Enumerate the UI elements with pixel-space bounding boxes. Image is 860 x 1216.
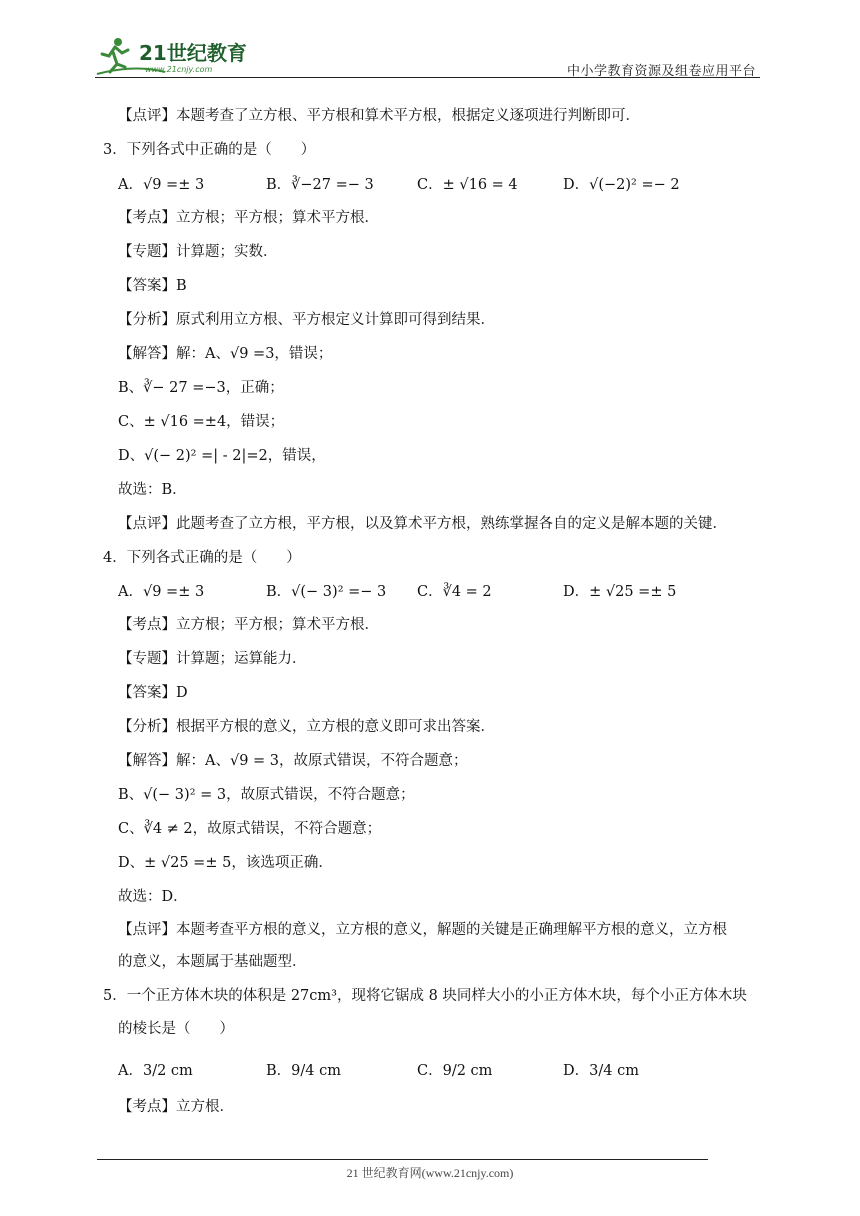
q3-kaodian: 【考点】立方根；平方根；算术平方根． xyxy=(118,210,379,226)
q4-conclusion: 故选：D． xyxy=(118,889,188,905)
q4-option-b: B．√(− 3)² =− 3 xyxy=(266,584,387,600)
q4-option-c: C．∛4 = 2 xyxy=(417,584,492,600)
q4-zhuanti: 【专题】计算题；运算能力． xyxy=(118,651,307,667)
q3-fenxi: 【分析】原式利用立方根、平方根定义计算即可得到结果． xyxy=(118,312,495,328)
header-divider xyxy=(95,77,760,78)
q5-option-a: A．3/2 cm xyxy=(118,1063,193,1079)
q4-step-c: C、∛4 ≠ 2，故原式错误，不符合题意； xyxy=(118,821,382,837)
q4-answer: 【答案】D xyxy=(118,685,188,701)
q3-step-b: B、∛− 27 =−3，正确； xyxy=(118,380,284,396)
q4-jieda: 【解答】解：A、√9 = 3，故原式错误，不符合题意； xyxy=(118,753,468,769)
q3-zhuanti: 【专题】计算题；实数． xyxy=(118,244,278,260)
logo-21cnjy xyxy=(95,34,265,76)
logo-text: 21世纪教育 xyxy=(139,41,247,65)
q3-conclusion: 故选：B． xyxy=(118,482,187,498)
q5-option-b: B．9/4 cm xyxy=(266,1063,341,1079)
logo-url: www.21cnjy.com xyxy=(145,65,213,74)
question-5-stem-1: 5．一个正方体木块的体积是 27cm³，现将它锯成 8 块同样大小的小正方体木块，每个小正方体木块 xyxy=(103,988,747,1004)
q3-option-c: C．± √16 = 4 xyxy=(417,177,518,193)
platform-name: 中小学教育资源及组卷应用平台 xyxy=(566,64,756,79)
q3-option-b: B．∛−27 =− 3 xyxy=(266,177,374,193)
q4-option-d: D．± √25 =± 5 xyxy=(563,584,677,600)
q3-option-d: D．√(−2)² =− 2 xyxy=(563,177,680,193)
footer-divider xyxy=(97,1159,708,1160)
q4-kaodian: 【考点】立方根；平方根；算术平方根． xyxy=(118,617,379,633)
q3-answer: 【答案】B xyxy=(118,278,187,294)
page-header xyxy=(95,30,760,78)
footer-text: 21 世纪教育网(www.21cnjy.com) xyxy=(346,1166,514,1180)
q3-step-d: D、√(− 2)² =| - 2|=2，错误， xyxy=(118,448,326,464)
q4-fenxi: 【分析】根据平方根的意义，立方根的意义即可求出答案． xyxy=(118,719,495,735)
q3-step-c: C、± √16 =±4，错误； xyxy=(118,414,285,430)
question-4-stem: 4．下列各式正确的是（ ） xyxy=(103,550,301,566)
q3-jieda: 【解答】解：A、√9 =3，错误； xyxy=(118,346,333,362)
q3-dianping: 【点评】此题考查了立方根，平方根，以及算术平方根，熟练掌握各自的定义是解本题的关键． xyxy=(118,516,727,532)
q5-kaodian: 【考点】立方根． xyxy=(118,1099,234,1115)
q4-dianping-1: 【点评】本题考查平方根的意义，立方根的意义，解题的关键是正确理解平方根的意义，立方根 xyxy=(118,922,727,938)
q4-option-a: A．√9 =± 3 xyxy=(118,584,205,600)
q4-dianping-2: 的意义，本题属于基础题型． xyxy=(118,954,307,970)
q3-option-a: A．√9 =± 3 xyxy=(118,177,205,193)
q5-option-c: C．9/2 cm xyxy=(417,1063,493,1079)
question-3-stem: 3．下列各式中正确的是（ ） xyxy=(103,142,316,158)
q4-step-b: B、√(− 3)² = 3，故原式错误，不符合题意； xyxy=(118,787,415,803)
q5-option-d: D．3/4 cm xyxy=(563,1063,639,1079)
prev-dianping: 【点评】本题考查了立方根、平方根和算术平方根，根据定义逐项进行判断即可． xyxy=(118,108,640,124)
q4-step-d: D、± √25 =± 5，该选项正确． xyxy=(118,855,333,871)
question-5-stem-2: 的棱长是（ ） xyxy=(118,1021,234,1037)
